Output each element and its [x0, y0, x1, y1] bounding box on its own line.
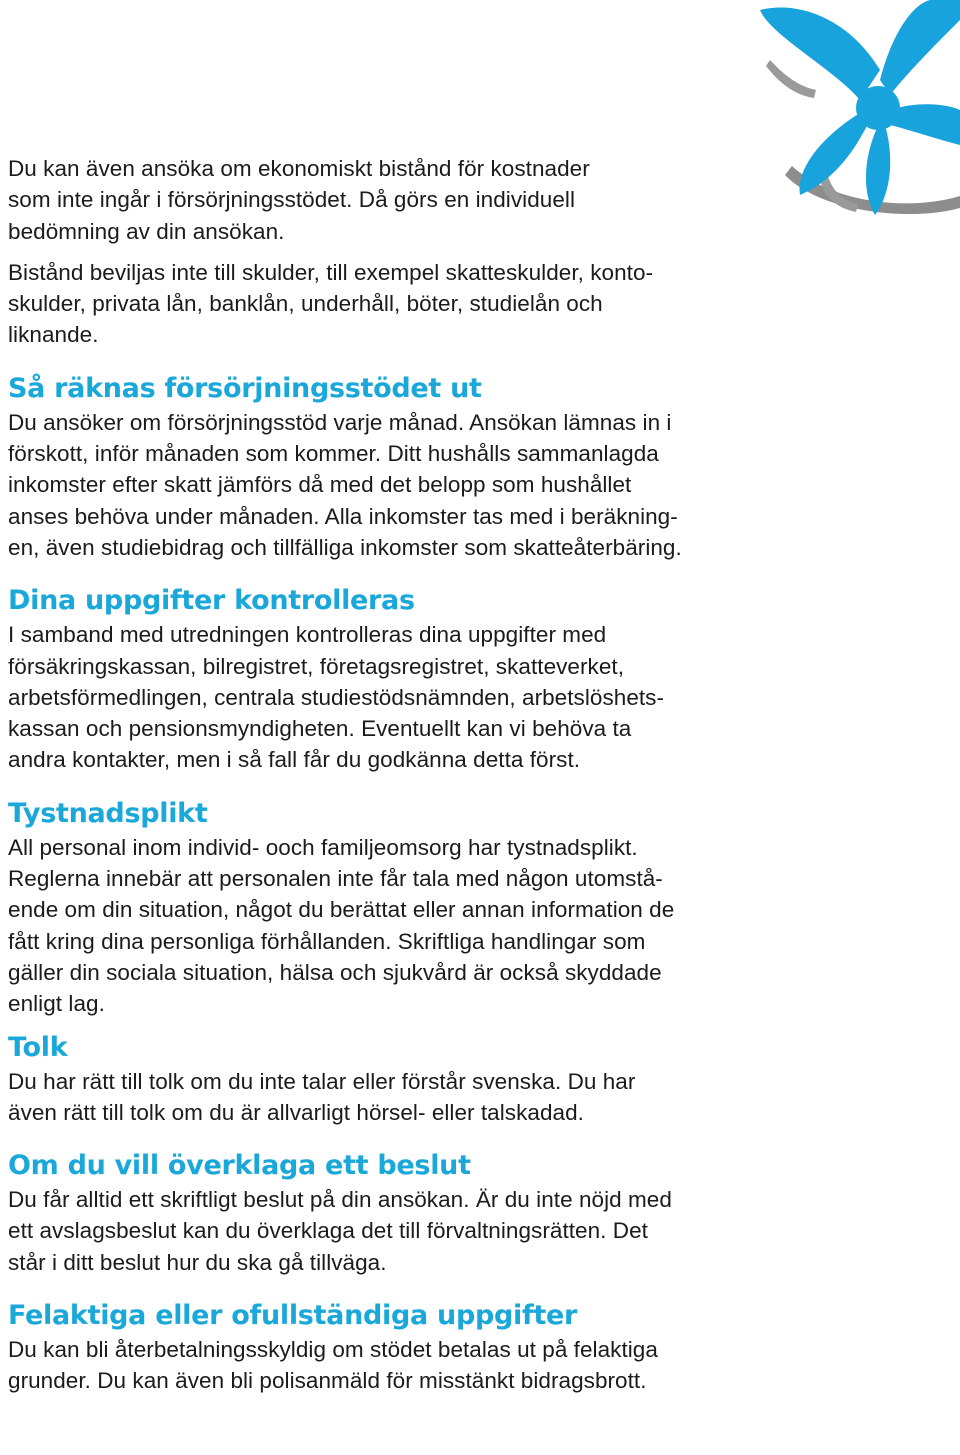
text-line: anses behöva under månaden. Alla inkomster tas med i beräkning- — [8, 503, 678, 529]
text-line: även rätt till tolk om du är allvarligt hörsel- eller talskadad. — [8, 1099, 584, 1125]
text-line: Bistånd beviljas inte till skulder, till exempel skatteskulder, konto- — [8, 259, 654, 285]
section-text-calculation — [8, 407, 808, 563]
section-text-appeal — [8, 1184, 808, 1278]
section-heading-incorrect-info: Felaktiga eller ofullständiga uppgifter — [8, 1300, 578, 1332]
section-heading-calculation: Så räknas försörjningsstödet ut — [8, 372, 482, 404]
text-line: försäkringskassan, bilregistret, företagsregistret, skatteverket, — [8, 653, 625, 679]
text-line: grunder. Du kan även bli polisanmäld för misstänkt bidragsbrott. — [8, 1368, 647, 1394]
text-line: fått kring dina personliga förhållanden. Skriftliga handlingar som — [8, 928, 646, 954]
section-text-interpreter — [8, 1066, 808, 1129]
text-line: arbetsförmedlingen, centrala studiestödsnämnden, arbetslöshets- — [8, 684, 665, 710]
text-line: en, även studiebidrag och tillfälliga inkomster som skatteåterbäring. — [8, 534, 682, 560]
section-heading-interpreter: Tolk — [8, 1031, 68, 1063]
text-line: liknande. — [8, 322, 99, 348]
text-line: bedömning av din ansökan. — [8, 218, 285, 244]
section-text-confidentiality — [8, 832, 808, 1020]
text-line: enligt lag. — [8, 991, 105, 1017]
text-line: ende om din situation, något du berättat eller annan information de — [8, 897, 675, 923]
text-line: Du ansöker om försörjningsstöd varje månad. Ansökan lämnas in i — [8, 409, 672, 435]
text-line: Du kan även ansöka om ekonomiskt bistånd för kostnader — [8, 156, 590, 181]
text-line: andra kontakter, men i så fall får du godkänna detta först. — [8, 747, 581, 773]
text-line: kassan och pensionsmyndigheten. Eventuellt kan vi behöva ta — [8, 716, 632, 742]
text-line: som inte ingår i försörjningsstödet. Då görs en individuell — [8, 187, 575, 213]
section-text-verification — [8, 619, 808, 775]
text-line: gäller din sociala situation, hälsa och sjukvård är också skyddade — [8, 959, 662, 985]
text-line: inkomster efter skatt jämförs då med det belopp som hushållet — [8, 472, 632, 498]
section-heading-confidentiality: Tystnadsplikt — [8, 797, 208, 829]
text-line: Du kan bli återbetalningsskyldig om stödet betalas ut på felaktiga — [8, 1337, 658, 1363]
section-text-incorrect-info — [8, 1334, 808, 1397]
text-line: ett avslagsbeslut kan du överklaga det till förvaltningsrätten. Det — [8, 1218, 648, 1244]
text-line: Du får alltid ett skriftligt beslut på din ansökan. Är du inte nöjd med — [8, 1187, 672, 1213]
section-heading-appeal: Om du vill överklaga ett beslut — [8, 1150, 471, 1182]
intro-paragraph-1 — [8, 153, 808, 247]
text-line: Du har rätt till tolk om du inte talar eller förstår svenska. Du har — [8, 1068, 636, 1094]
section-heading-verification: Dina uppgifter kontrolleras — [8, 585, 415, 617]
intro-paragraph-2 — [8, 257, 808, 351]
text-line: förskott, inför månaden som kommer. Ditt hushålls sammanlagda — [8, 441, 659, 467]
text-line: I samband med utredningen kontrolleras dina uppgifter med — [8, 622, 607, 648]
text-line: står i ditt beslut hur du ska gå tillväga. — [8, 1249, 387, 1275]
text-line: All personal inom individ- ooch familjeomsorg har tystnadsplikt. — [8, 834, 638, 860]
text-line: Reglerna innebär att personalen inte får tala med någon utomstå- — [8, 866, 663, 892]
text-line: skulder, privata lån, banklån, underhåll, böter, studielån och — [8, 291, 603, 317]
document-body — [8, 153, 808, 1397]
